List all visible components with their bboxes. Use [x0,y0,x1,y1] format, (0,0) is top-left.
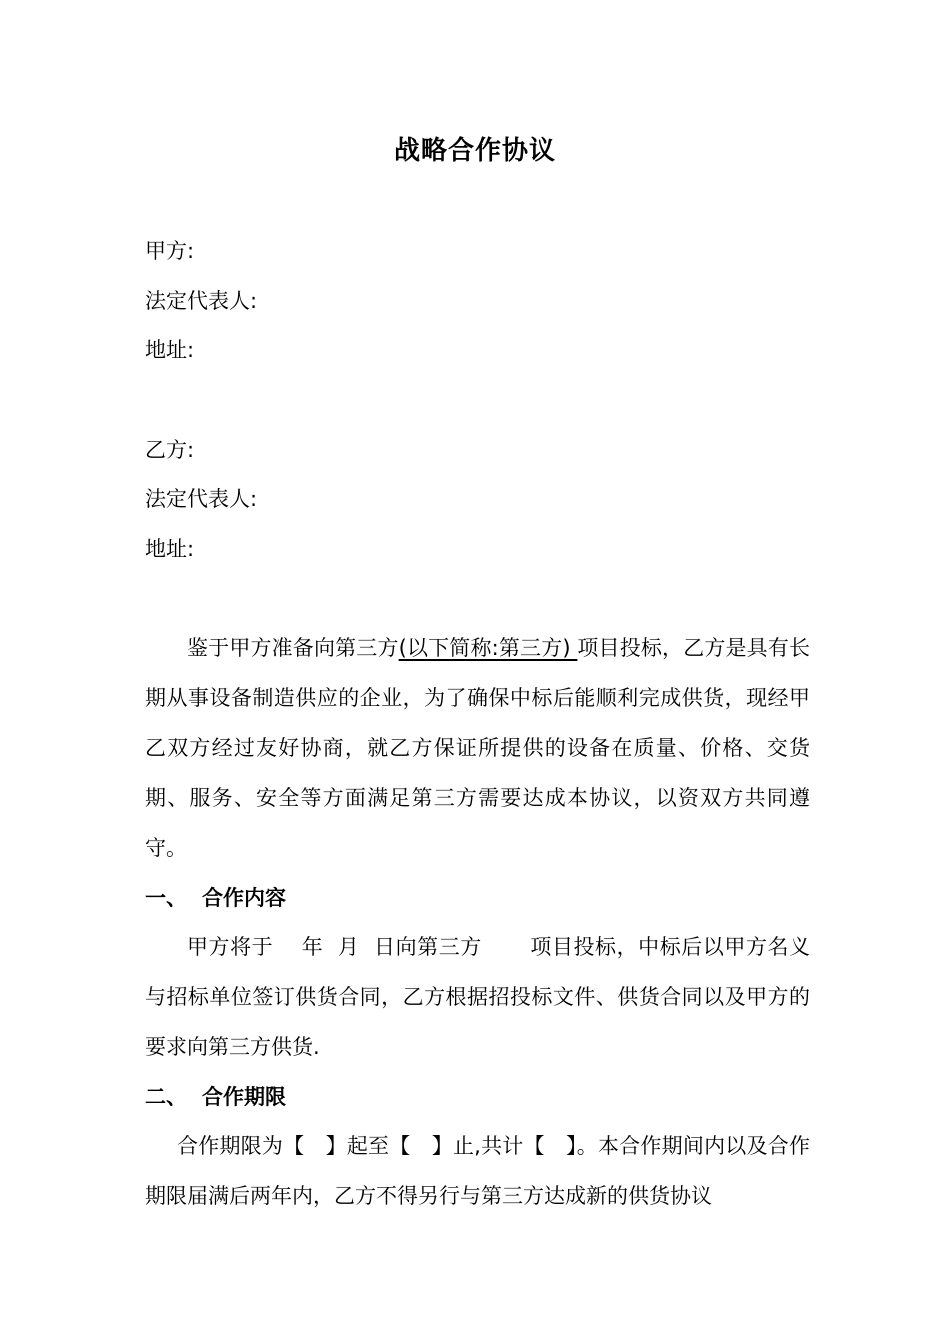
party-a-address-label: 地址: [145,338,195,362]
document-title: 战略合作协议 [393,136,556,166]
party-b-name-label: 乙方: [145,438,195,462]
party-a-name-label: 甲方: [145,239,195,263]
section-1-paragraph [145,922,810,1072]
section-1-day-text: 日向第三方 [373,935,482,959]
section-2-number: 二、 [145,1085,187,1109]
section-2-heading [145,1082,286,1112]
section-1-text-a: 甲方将于 [187,935,274,959]
section-1-text-b: 项目投标，中标后以甲方名义与招标单位签订供货合同，乙方根据招投标文件、供货合同以及甲方的要求向第三方供货. [145,935,811,1059]
preamble-text-start: 鉴于甲方准备向第三方 [187,636,399,660]
section-1-year: 年 [301,935,324,959]
party-a-rep-label: 法定代表人: [145,289,258,313]
section-2-paragraph: 合作期限为【 】起至【 】止,共计【 】。本合作期间内以及合作期限届满后两年内，乙方不得另行与第三方达成新的供货协议 [145,1134,810,1208]
preamble-paragraph [145,623,810,873]
preamble-text-rest: 项目投标，乙方是具有长期从事设备制造供应的企业，为了确保中标后能顺利完成供货，现经甲乙双方经过友好协商，就乙方保证所提供的设备在质量、价格、交货期、服务、安全等方面满足第三方需要达成本协议，以资双方共同遵守。 [145,636,811,860]
party-b-address-label: 地址: [145,537,195,561]
section-2-title: 合作期限 [202,1085,286,1109]
preamble-abbreviation: (以下简称:第三方) [398,636,578,660]
section-1-number: 一、 [145,886,187,910]
section-1-month: 月 [337,935,360,959]
party-b-rep-label: 法定代表人: [145,487,258,511]
section-1-title: 合作内容 [202,886,286,910]
section-1-heading [145,883,286,913]
